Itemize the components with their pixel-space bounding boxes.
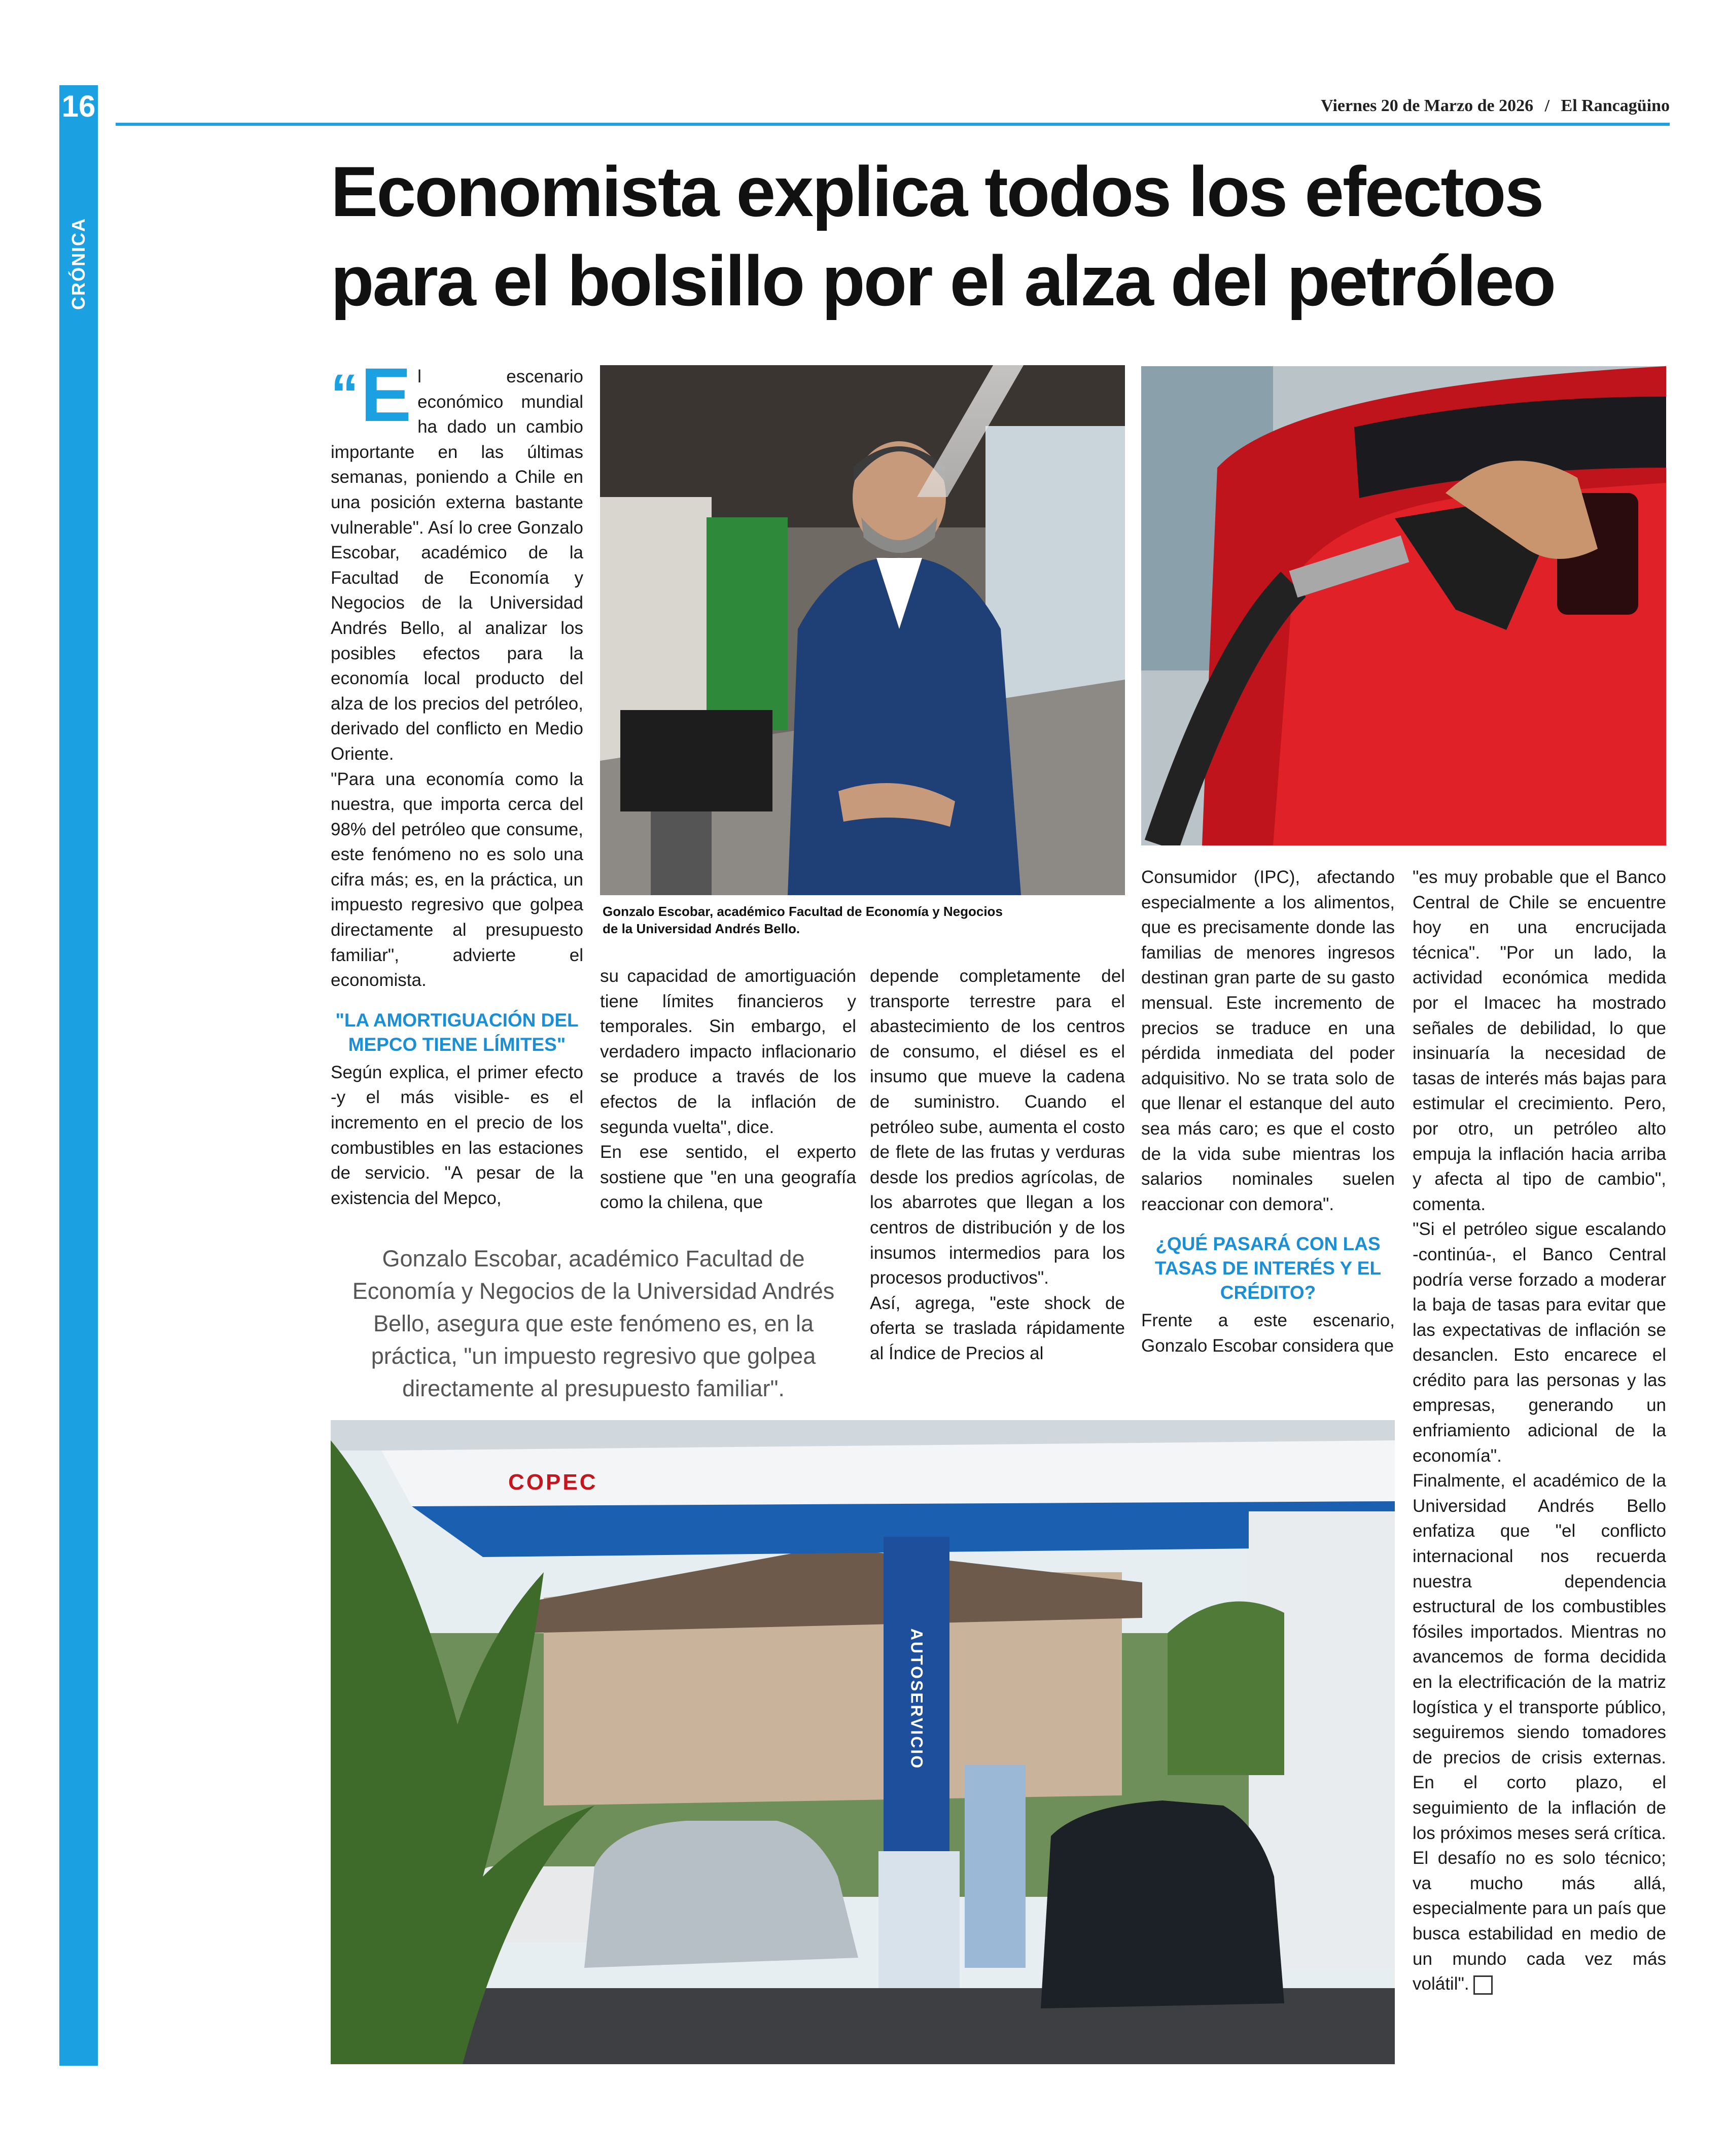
article-paragraph: su capacidad de amortiguación tiene límites financieros y temporales. Sin embargo, el verdadero impacto inflacionario se produce a través de los efectos de la inflación de segunda vuelta", dice.: [600, 966, 856, 1137]
article-paragraph: "es muy probable que el Banco Central de Chile se encuentre hoy en una encrucijada técnica". "Por un lado, la actividad económica medida por el Imacec ha mostrado señales de debilidad, lo que insinuaría la necesidad de tasas de interés más bajas para estimular el crecimiento. Pero, por otro, un petróleo alto empuja la inflación hacia arriba y afecta al tipo de cambio", comenta.: [1413, 867, 1666, 1214]
article-column-4: [1141, 865, 1395, 1359]
closing-paragraph-text: Finalmente, el académico de la Universidad Andrés Bello enfatiza que "el conflicto internacional nos recuerda nuestra dependencia estructural de los combustibles fósiles importados. Mientras no avancemos de forma decidida en la electrificación de la matriz logística y el transporte público, seguiremos siendo tomadores de precios de crisis externas. En el corto plazo, el seguimiento de la inflación de los próximos meses será crítica. El desafío no es solo técnico; va mucho más allá, especialmente para un país que busca estabilidad en medio de un mundo cada vez más volátil".: [1413, 1471, 1666, 1994]
section-label: [57, 167, 100, 360]
autoservicio-sign-text: AUTOSERVICIO: [907, 1628, 926, 1770]
headline: [331, 147, 1670, 326]
dateline: [1321, 96, 1670, 116]
article-paragraph: Según explica, el primer efecto -y el más visible- es el incremento en el precio de los combustibles en las estaciones de servicio. "A pesar de la existencia del Mepco,: [331, 1062, 583, 1208]
fuel-nozzle-illustration: [1141, 366, 1666, 845]
pull-quote: Gonzalo Escobar, académico Facultad de Economía y Negocios de la Universidad Andrés Bello, asegura que este fenómeno es, en la práctica, "un impuesto regresivo que golpea directamente al presupuesto familiar".: [352, 1246, 835, 1401]
gas-station-illustration: [331, 1420, 1395, 2064]
end-mark-icon: [1473, 1975, 1493, 1995]
portrait-photo: [600, 365, 1125, 895]
article-column-5: [1413, 865, 1666, 1997]
copec-canopy-brand: COPEC: [508, 1470, 598, 1495]
drop-cap-quote: “: [331, 363, 359, 426]
section-sidebar-bar: [59, 85, 98, 2066]
gas-station-photo: [331, 1420, 1395, 2064]
article-column-1: [331, 352, 583, 1211]
article-paragraph: En ese sentido, el experto sostiene que "en una geografía como la chilena, que: [600, 1142, 856, 1213]
portrait-caption: Gonzalo Escobar, académico Facultad de Economía y Negocios de la Universidad Andrés Bello.: [603, 904, 1003, 936]
page-number: 16: [61, 89, 96, 123]
drop-cap: [331, 352, 412, 437]
article-column-3: [870, 964, 1125, 1366]
article-paragraph: depende completamente del transporte terrestre para el abastecimiento de los centros de consumo, el diésel es el insumo que mueve la cadena de suministro. Cuando el petróleo sube, aumenta el costo de flete de las frutas y verduras desde los predios agrícolas, de los abarrotes que llegan a los centros de distribución y de los insumos intermedios para los procesos productivos".: [870, 966, 1125, 1288]
article-paragraph: Así, agrega, "este shock de oferta se traslada rápidamente al Índice de Precios al: [870, 1293, 1125, 1363]
article-column-2: [600, 964, 856, 1215]
autoservicio-sign: [884, 1593, 949, 1806]
dateline-separator: /: [1544, 96, 1550, 115]
subhead-tasas: ¿QUÉ PASARÁ CON LAS TASAS DE INTERÉS Y EL CRÉDITO?: [1154, 1233, 1382, 1303]
article-paragraph: "Para una economía como la nuestra, que importa cerca del 98% del petróleo que consume, este fenómeno no es solo una cifra más; es, en la práctica, un impuesto regresivo que golpea directamente al presupuesto familiar", advierte el economista.: [331, 769, 583, 991]
article-paragraph: [1413, 1468, 1666, 1996]
dateline-date: Viernes 20 de Marzo de 2026: [1321, 96, 1534, 115]
publication-name: El Rancagüino: [1561, 96, 1670, 115]
drop-cap-letter: E: [361, 352, 412, 437]
article-paragraph: "Si el petróleo sigue escalando -continúa-, el Banco Central podría verse forzado a moderar la baja de tasas para evitar que las expectativas de inflación se desanclen. Esto encarece el crédito para las personas y las empresas, generando un enfriamiento adicional de la economía".: [1413, 1219, 1666, 1466]
article-paragraph: Frente a este escenario, Gonzalo Escobar considera que: [1141, 1311, 1395, 1356]
fuel-nozzle-photo: [1141, 366, 1666, 845]
headline-line-1: Economista explica todos los efectos: [331, 152, 1543, 231]
portrait-illustration: [600, 365, 1125, 895]
subhead-mepco: "LA AMORTIGUACIÓN DEL MEPCO TIENE LÍMITES": [335, 1009, 579, 1055]
article-paragraph: l escenario económico mundial ha dado un cambio importante en las últimas semanas, poniendo a Chile en una posición externa bastante vulnerable". Así lo cree Gonzalo Escobar, académico de la Facultad de Economía y Negocios de la Universidad Andrés Bello, al analizar los posibles efectos para la economía local producto del alza de los precios del petróleo, derivado del conflicto en Medio Oriente.: [331, 367, 583, 764]
section-label-text: CRÓNICA: [68, 218, 89, 310]
headline-line-2: para el bolsillo por el alza del petróleo: [331, 241, 1555, 321]
article-paragraph: Consumidor (IPC), afectando especialmente a los alimentos, que es precisamente donde las familias de menores ingresos destinan gran parte de su gasto mensual. Este incremento de precios se traduce en una pérdida inmediata del poder adquisitivo. No se trata solo de que llenar el estanque del auto sea más caro; es que el costo de la vida sube mientras los salarios nominales suelen reaccionar con demora".: [1141, 867, 1395, 1214]
header-rule: [116, 123, 1670, 126]
